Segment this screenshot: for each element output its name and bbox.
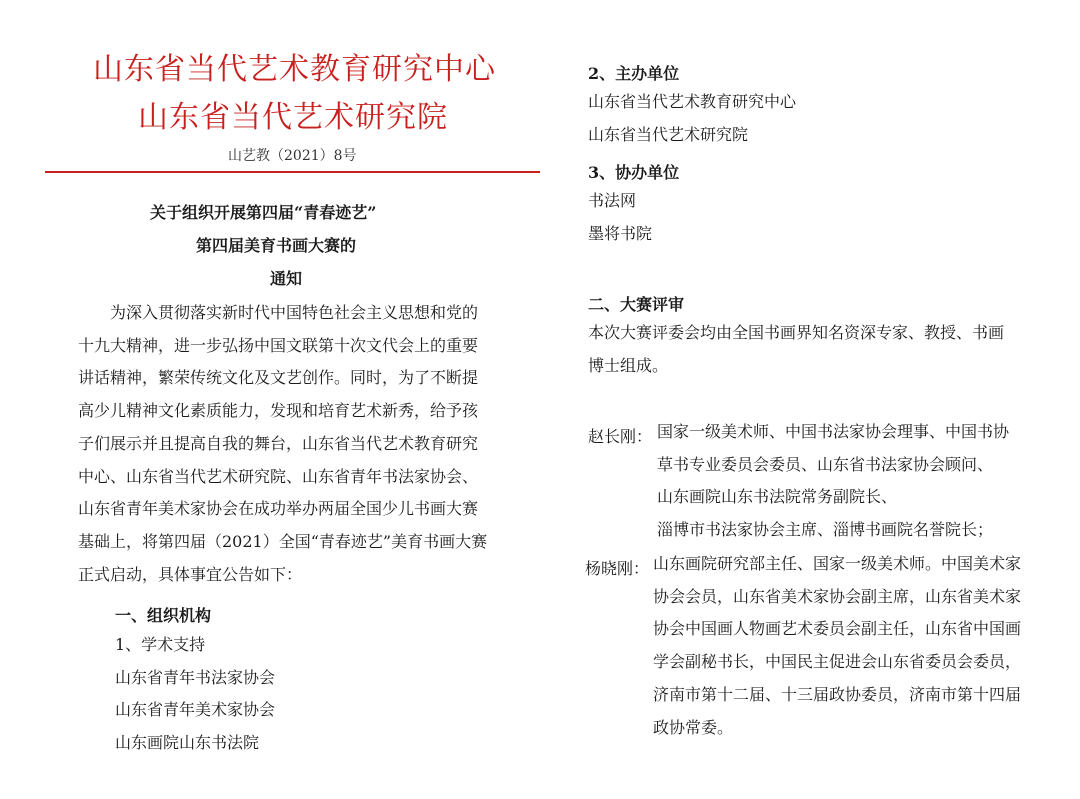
judge-bio-line: 草书专业委员会委员、山东省书法家协会顾问、 xyxy=(657,454,994,474)
intro-line: 十九大精神，进一步弘扬中国文联第十次文代会上的重要 xyxy=(78,335,479,355)
intro-line: 讲话精神，繁荣传统文化及文艺创作。同时，为了不断提 xyxy=(78,368,479,388)
section2-heading: 二、大赛评审 xyxy=(588,295,685,314)
intro-line: 山东省青年美术家协会在成功举办两届全国少儿书画大赛 xyxy=(78,499,479,519)
judge-bio-line: 协会会员，山东省美术家协会副主席，山东省美术家 xyxy=(653,586,1022,606)
judge-bio-line: 山东画院研究部主任、国家一级美术师。中国美术家 xyxy=(653,554,1022,573)
judge-bio-line: 学会副秘书长，中国民主促进会山东省委员会委员， xyxy=(653,652,1022,672)
intro-line: 中心、山东省当代艺术研究院、山东省青年书法家协会、 xyxy=(78,466,479,486)
org-name-line1: 山东省当代艺术教育研究中心 xyxy=(93,52,496,87)
intro-line: 高少儿精神文化素质能力，发现和培育艺术新秀，给予孩 xyxy=(78,401,479,421)
notice-title-line1: 关于组织开展第四届“青春迹艺” xyxy=(150,203,377,222)
judge-bio xyxy=(653,548,1021,744)
intro-paragraph xyxy=(78,297,487,591)
org-name-line2: 山东省当代艺术研究院 xyxy=(138,100,448,135)
judge-bio-line: 国家一级美术师、中国书法家协会理事、中国书协 xyxy=(657,422,1010,441)
co-organizer-list xyxy=(588,185,652,250)
list-item: 墨将书院 xyxy=(588,223,653,243)
sub-heading-co-organizer: 3、协办单位 xyxy=(588,163,680,182)
sub-heading-organizer: 2、主办单位 xyxy=(588,64,680,83)
red-divider xyxy=(45,171,540,173)
jury-intro xyxy=(588,317,1004,382)
list-item: 山东省当代艺术教育研究中心 xyxy=(588,92,797,111)
academic-support-list xyxy=(115,629,275,760)
section1-heading: 一、组织机构 xyxy=(115,606,212,625)
judge-bio xyxy=(657,416,1009,547)
judge-name: 赵长刚： xyxy=(588,427,653,446)
notice-title-line2: 第四届美育书画大赛的 xyxy=(196,236,357,255)
intro-line: 为深入贯彻落实新时代中国特色社会主义思想和党的 xyxy=(110,303,479,322)
list-item: 书法网 xyxy=(588,191,637,210)
document-number: 山艺教（2021）8号 xyxy=(228,148,357,164)
judge-bio-line: 济南市第十二届、十三届政协委员，济南市第十四届 xyxy=(653,684,1022,704)
list-item: 山东省当代艺术研究院 xyxy=(588,124,749,144)
sub-heading-academic-support: 1、学术支持 xyxy=(115,635,206,654)
organizer-list xyxy=(588,86,796,151)
intro-line: 基础上，将第四届（2021）全国“青春迹艺”美育书画大赛 xyxy=(78,531,488,551)
list-item: 山东省青年书法家协会 xyxy=(115,667,276,687)
judge-bio-line: 协会中国画人物画艺术委员会副主任，山东省中国画 xyxy=(653,619,1022,639)
jury-intro-line: 本次大赛评委会均由全国书画界知名资深专家、教授、书画 xyxy=(588,323,1005,342)
intro-line: 正式启动，具体事宜公告如下： xyxy=(78,564,303,584)
judge-name: 杨晓刚： xyxy=(585,559,650,578)
judge-bio-line: 山东画院山东书法院常务副院长、 xyxy=(657,487,898,507)
jury-intro-line: 博士组成。 xyxy=(588,355,669,375)
intro-line: 子们展示并且提高自我的舞台，山东省当代艺术教育研究 xyxy=(78,433,479,453)
judge-bio-line: 政协常委。 xyxy=(653,717,734,737)
list-item: 山东画院山东书法院 xyxy=(115,733,260,753)
notice-title-line3: 通知 xyxy=(270,269,303,288)
list-item: 山东省青年美术家协会 xyxy=(115,700,276,720)
judge-bio-line: 淄博市书法家协会主席、淄博书画院名誉院长； xyxy=(657,520,994,540)
